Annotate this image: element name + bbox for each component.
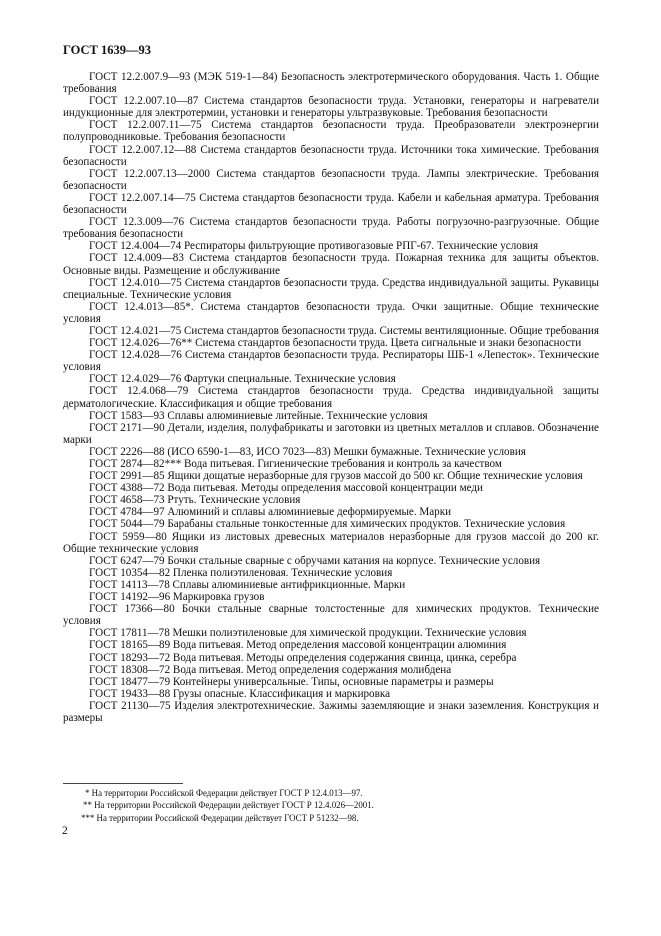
reference-item: ГОСТ 4388—72 Вода питьевая. Методы определения массовой концентрации меди	[89, 482, 483, 495]
reference-item: ГОСТ 18477—79 Контейнеры универсальные. Типы, основные параметры и размеры	[89, 675, 494, 688]
reference-item: ГОСТ 12.2.007.10—87 Система стандартов безопасности труда. Установки, генераторы и нагреватели индукционные для электротермии, установки и генераторы ультразвуковые. Требования безопасности	[63, 95, 599, 120]
reference-item: ГОСТ 2171—90 Детали, изделия, полуфабрикаты и заготовки из цветных металлов и сплавов. Обозначение марки	[63, 421, 599, 446]
reference-item: ГОСТ 6247—79 Бочки стальные сварные с обручами катания на корпусе. Технические условия	[89, 554, 541, 567]
reference-item: ГОСТ 2226—88 (ИСО 6590-1—83, ИСО 7023—83) Мешки бумажные. Технические условия	[89, 445, 526, 458]
reference-item: ГОСТ 12.4.010—75 Система стандартов безопасности труда. Средства индивидуальной защиты. Рукавицы специальные. Технические условия	[63, 276, 599, 301]
reference-item: ГОСТ 4784—97 Алюминий и сплавы алюминиевые деформируемые. Марки	[89, 506, 452, 519]
reference-item: ГОСТ 12.4.068—79 Система стандартов безопасности труда. Средства индивидуальной защиты дерматологические. Классификация и общие требования	[63, 385, 599, 410]
reference-item: ГОСТ 5959—80 Ящики из листовых древесных материалов неразборные для грузов массой до 200 кг. Общие технические условия	[63, 530, 599, 555]
footnote: ** На территории Российской Федерации действует ГОСТ Р 12.4.026—2001.	[83, 800, 374, 811]
reference-item: ГОСТ 12.4.013—85*. Система стандартов безопасности труда. Очки защитные. Общие технические условия	[63, 300, 599, 325]
reference-item: ГОСТ 12.4.026—76** Система стандартов безопасности труда. Цвета сигнальные и знаки безопасности	[89, 337, 582, 350]
footnote: * На территории Российской Федерации действует ГОСТ Р 12.4.013—97.	[85, 788, 363, 798]
page-number: 2	[62, 825, 68, 837]
reference-item: ГОСТ 19433—88 Грузы опасные. Классификация и маркировка	[89, 687, 390, 700]
reference-item: ГОСТ 12.4.021—75 Система стандартов безопасности труда. Системы вентиляционные. Общие требования	[89, 324, 599, 337]
reference-item: ГОСТ 18293—72 Вода питьевая. Методы определения содержания свинца, цинка, серебра	[89, 651, 517, 664]
page-header: ГОСТ 1639—93	[63, 43, 152, 57]
reference-item: ГОСТ 12.2.007.12—88 Система стандартов безопасности труда. Источники тока химические. Требования безопасности	[63, 143, 599, 168]
reference-item: ГОСТ 12.2.007.9—93 (МЭК 519-1—84) Безопасность электротермического оборудования. Часть 1. Общие требования	[63, 71, 599, 96]
reference-item: ГОСТ 17366—80 Бочки стальные сварные толстостенные для химических продуктов. Технические условия	[63, 603, 599, 628]
reference-item: ГОСТ 12.3.009—76 Система стандартов безопасности труда. Работы погрузочно-разгрузочные. Общие требования безопасности	[63, 216, 599, 241]
reference-item: ГОСТ 5044—79 Барабаны стальные тонкостенные для химических продуктов. Технические условия	[89, 518, 566, 531]
reference-item: ГОСТ 10354—82 Пленка полиэтиленовая. Технические условия	[89, 566, 393, 579]
reference-item: ГОСТ 18308—72 Вода питьевая. Метод определения содержания молибдена	[89, 663, 452, 676]
reference-item: ГОСТ 18165—89 Вода питьевая. Метод определения массовой концентрации алюминия	[89, 639, 507, 652]
footnotes	[63, 787, 599, 824]
reference-item: ГОСТ 14113—78 Сплавы алюминиевые антифрикционные. Марки	[89, 578, 406, 591]
reference-item: ГОСТ 14192—96 Маркировка грузов	[89, 591, 265, 604]
reference-list	[63, 71, 599, 724]
reference-item: ГОСТ 12.2.007.14—75 Система стандартов безопасности труда. Кабели и кабельная арматура. Требования безопасности	[63, 191, 599, 217]
reference-item: ГОСТ 21130—75 Изделия электротехнические. Зажимы заземляющие и знаки заземления. Конструкция и размеры	[63, 699, 599, 724]
footnote: *** На территории Российской Федерации действует ГОСТ Р 51232—98.	[81, 812, 359, 823]
reference-item: ГОСТ 12.2.007.11—75 Система стандартов безопасности труда. Преобразователи электроэнергии полупроводниковые. Требования безопасности	[63, 119, 599, 144]
footnote-divider	[63, 783, 183, 784]
reference-item: ГОСТ 12.4.009—83 Система стандартов безопасности труда. Пожарная техника для защиты объектов. Основные виды. Размещение и обслуживание	[63, 252, 599, 277]
reference-item: ГОСТ 12.2.007.13—2000 Система стандартов безопасности труда. Лампы электрические. Требования безопасности	[63, 167, 599, 192]
reference-item: ГОСТ 12.4.029—76 Фартуки специальные. Технические условия	[89, 373, 396, 386]
reference-item: ГОСТ 12.4.028—76 Система стандартов безопасности труда. Респираторы ШБ-1 «Лепесток». Технические условия	[63, 349, 599, 374]
reference-item: ГОСТ 1583—93 Сплавы алюминиевые литейные. Технические условия	[89, 409, 428, 422]
reference-item: ГОСТ 4658—73 Ртуть. Технические условия	[89, 494, 301, 507]
reference-item: ГОСТ 12.4.004—74 Респираторы фильтрующие противогазовые РПГ-67. Технические условия	[89, 240, 539, 253]
reference-item: ГОСТ 17811—78 Мешки полиэтиленовые для химической продукции. Технические условия	[89, 627, 527, 640]
reference-item: ГОСТ 2991—85 Ящики дощатые неразборные для грузов массой до 500 кг. Общие технические условия	[89, 470, 583, 483]
reference-item: ГОСТ 2874—82*** Вода питьевая. Гигиенические требования и контроль за качеством	[89, 458, 502, 470]
